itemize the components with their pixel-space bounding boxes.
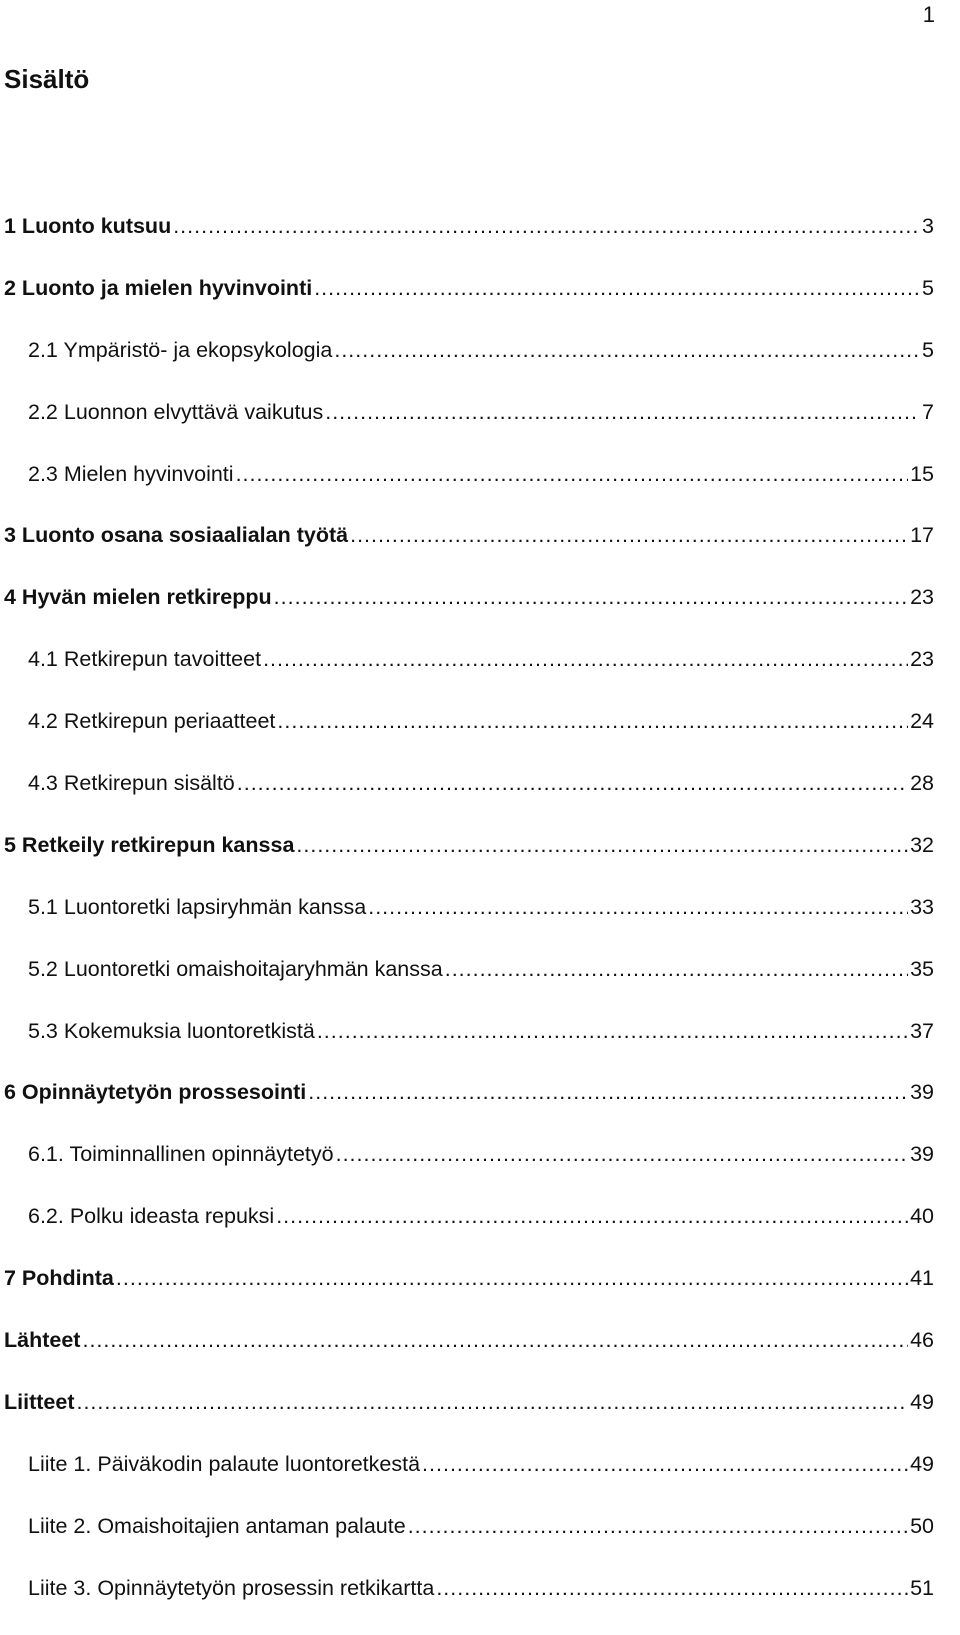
toc-entry-label: 4.1 Retkirepun tavoitteet [28,647,262,672]
toc-entry-label: 4.2 Retkirepun periaatteet [28,709,276,734]
toc-entry-page: 46 [910,1328,934,1353]
toc-dot-leader [368,897,908,919]
toc-entry-page: 15 [910,461,934,486]
toc-dot-leader [76,1392,908,1414]
toc-entry-page: 39 [910,1142,934,1167]
toc-entry-page: 39 [910,1080,934,1105]
toc-entry-page: 28 [910,771,934,796]
toc-entry[interactable] [0,274,934,336]
toc-entry-page: 5 [922,275,934,300]
toc-entry-page: 5 [922,337,934,362]
toc-entry-page: 40 [910,1204,934,1229]
toc-entry-page: 49 [910,1389,934,1414]
toc-dot-leader [263,649,908,671]
toc-entry[interactable] [0,955,934,1017]
toc-entry-label: 7 Pohdinta [4,1266,114,1291]
page-title: Sisältö [4,64,90,94]
toc-dot-leader [445,959,908,981]
toc-entry-page: 33 [910,894,934,919]
toc-entry-page: 3 [922,214,934,238]
table-of-contents [0,212,934,1635]
toc-entry[interactable] [0,1574,934,1635]
toc-entry-label: 6.1. Toiminnallinen opinnäytetyö [28,1142,334,1167]
toc-entry-label: 4.3 Retkirepun sisältö [28,771,235,796]
toc-entry[interactable] [0,645,934,707]
toc-entry[interactable] [0,831,934,893]
toc-entry[interactable] [0,769,934,831]
toc-dot-leader [296,835,908,857]
toc-entry[interactable] [0,707,934,769]
toc-entry[interactable] [0,336,934,398]
page-number: 1 [922,2,935,27]
toc-entry-label: 6.2. Polku ideasta repuksi [28,1204,275,1229]
toc-entry[interactable] [0,1388,934,1450]
toc-dot-leader [274,587,908,609]
toc-entry[interactable] [0,1017,934,1079]
toc-dot-leader [336,1144,908,1166]
toc-entry-label: Liite 2. Omaishoitajien antaman palaute [28,1513,406,1538]
toc-entry-page: 17 [910,523,934,548]
toc-dot-leader [236,464,909,486]
toc-entry-label: 1 Luonto kutsuu [4,214,172,238]
toc-entry-label: 4 Hyvän mielen retkireppu [4,585,272,610]
toc-entry-page: 41 [910,1266,934,1291]
toc-entry-page: 37 [910,1018,934,1043]
toc-entry-label: 2.3 Mielen hyvinvointi [28,461,234,486]
toc-dot-leader [436,1578,908,1600]
toc-entry-page: 51 [910,1575,934,1600]
toc-entry-page: 50 [910,1513,934,1538]
toc-entry-label: Lähteet [4,1328,81,1353]
toc-entry[interactable] [0,521,934,583]
toc-entry[interactable] [0,1450,934,1512]
toc-dot-leader [277,711,908,733]
toc-entry-page: 35 [910,956,934,981]
toc-entry-page: 24 [910,709,934,734]
toc-entry[interactable] [0,1078,934,1140]
toc-entry[interactable] [0,1326,934,1388]
toc-dot-leader [116,1268,908,1290]
toc-entry[interactable] [0,460,934,522]
toc-entry-page: 23 [910,585,934,610]
toc-dot-leader [325,402,920,424]
toc-entry-label: Liite 3. Opinnäytetyön prosessin retkikartta [28,1575,435,1600]
toc-entry-label: 3 Luonto osana sosiaalialan työtä [4,523,349,548]
toc-entry[interactable] [0,1202,934,1264]
toc-dot-leader [334,340,920,362]
toc-entry[interactable] [0,1512,934,1574]
toc-dot-leader [422,1454,908,1476]
toc-dot-leader [173,216,920,238]
toc-entry-page: 32 [910,832,934,857]
toc-dot-leader [314,278,920,300]
toc-dot-leader [350,525,908,547]
toc-entry-label: 2.2 Luonnon elvyttävä vaikutus [28,399,324,424]
toc-entry-label: Liitteet [4,1389,75,1414]
toc-entry[interactable] [0,583,934,645]
toc-entry[interactable] [0,1264,934,1326]
toc-dot-leader [317,1021,908,1043]
toc-entry-label: 6 Opinnäytetyön prossesointi [4,1080,307,1105]
toc-dot-leader [308,1082,908,1104]
toc-entry[interactable] [0,212,934,274]
toc-entry-label: Liite 1. Päiväkodin palaute luontoretkestä [28,1451,421,1476]
toc-entry-label: 5.3 Kokemuksia luontoretkistä [28,1018,315,1043]
toc-dot-leader [82,1330,908,1352]
toc-dot-leader [276,1206,908,1228]
toc-entry-page: 49 [910,1451,934,1476]
toc-entry-label: 2 Luonto ja mielen hyvinvointi [4,275,313,300]
toc-entry[interactable] [0,893,934,955]
toc-entry-page: 23 [910,647,934,672]
toc-entry-label: 5.1 Luontoretki lapsiryhmän kanssa [28,894,367,919]
toc-dot-leader [237,773,908,795]
toc-entry[interactable] [0,1140,934,1202]
toc-entry-label: 5.2 Luontoretki omaishoitajaryhmän kanssa [28,956,443,981]
toc-entry-label: 2.1 Ympäristö- ja ekopsykologia [28,337,333,362]
toc-entry-page: 7 [922,399,934,424]
toc-entry-label: 5 Retkeily retkirepun kanssa [4,832,295,857]
toc-dot-leader [408,1516,908,1538]
toc-entry[interactable] [0,398,934,460]
